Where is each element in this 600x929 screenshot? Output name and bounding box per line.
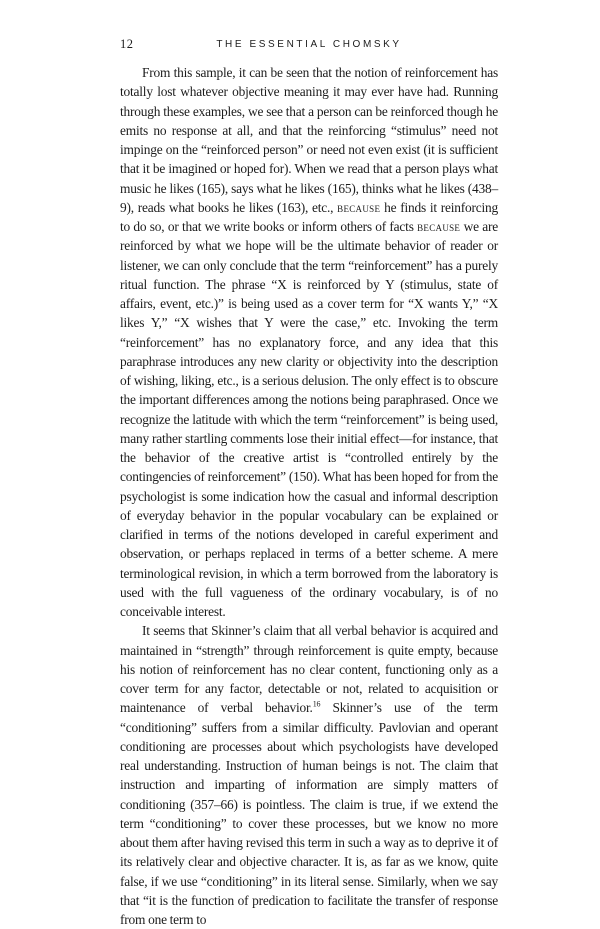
small-caps-because: because (337, 199, 381, 215)
paragraph-reinforcement (120, 63, 498, 621)
running-head (120, 37, 498, 53)
text-segment: From this sample, it can be seen that the notion of reinforcement has totally lost whatever objective meaning it may ever have had. Running through these examples, we see that a person can be reinforced though he emits no response at all, and that the reinforcing “stimulus” need not impinge on the “reinforced person” or need not even exist (it is sufficient that it be imagined or hoped for). When we read that a person plays what music he likes (165), says what he likes (165), thinks what he likes (438–9), reads what books he likes (163), etc., (120, 65, 498, 215)
paragraph-conditioning (120, 621, 498, 929)
text-segment: we are reinforced by what we hope will be the ultimate behavior of reader or listener, we can only conclude that the term “reinforcement” has a purely ritual function. The phrase “X is reinforced by Y (stimulus, state of affairs, event, etc.)” is being used as a cover term for “X wants Y,” “X likes Y,” “X wishes that Y were the case,” etc. Invoking the term “reinforcement” has no explanatory force, and any idea that this paraphrase introduces any new clarity or objectivity into the description of wishing, liking, etc., is a serious delusion. The only effect is to obscure the important differences among the notions being paraphrased. Once we recognize the latitude with which the term “reinforcement” is being used, many rather startling comments lose their initial effect—for instance, that the behavior of the creative artist is “controlled entirely by the contingencies of reinforcement” (150). What has been hoped for from the psychologist is some indication how the casual and informal description of everyday behavior in the popular vocabulary can be explained or clarified in terms of the notions developed in careful experiment and observation, or perhaps replaced in terms of a better scheme. A mere terminological revision, in which a term borrowed from the laboratory is used with the full vagueness of the ordinary vocabulary, is of no conceivable interest. (120, 219, 498, 619)
text-segment: Skinner’s use of the term “conditioning” suffers from a similar difficulty. Pavlovian and operant conditioning are processes about which psychologists have developed real understanding. Instruction of human beings is not. The claim that instruction and imparting of information are simply matters of conditioning (357–66) is pointless. The claim is true, if we extend the term “conditioning” to cover these processes, but we know no more about them after having revised this term in such a way as to deprive it of its relatively clear and objective character. It is, as far as we know, quite false, if we use “conditioning” in its literal sense. Similarly, when we say that “it is the function of predication to facilitate the transfer of response from one term to (120, 700, 499, 927)
text-segment: he finds it reinforcing to do so, or that we write books or inform others of facts (120, 199, 499, 234)
book-title: THE ESSENTIAL CHOMSKY (216, 39, 402, 50)
text-segment: It seems that Skinner’s claim that all verbal behavior is acquired and maintained in “strength” through reinforcement is quite empty, because his notion of reinforcement has no clear content, functioning only as a cover term for any factor, detectable or not, related to acquisition or maintenance of verbal behavior. (120, 623, 498, 716)
footnote-marker: 16 (312, 699, 321, 709)
small-caps-because: because (417, 219, 461, 234)
body-text (120, 63, 498, 929)
page-number: 12 (120, 37, 134, 51)
